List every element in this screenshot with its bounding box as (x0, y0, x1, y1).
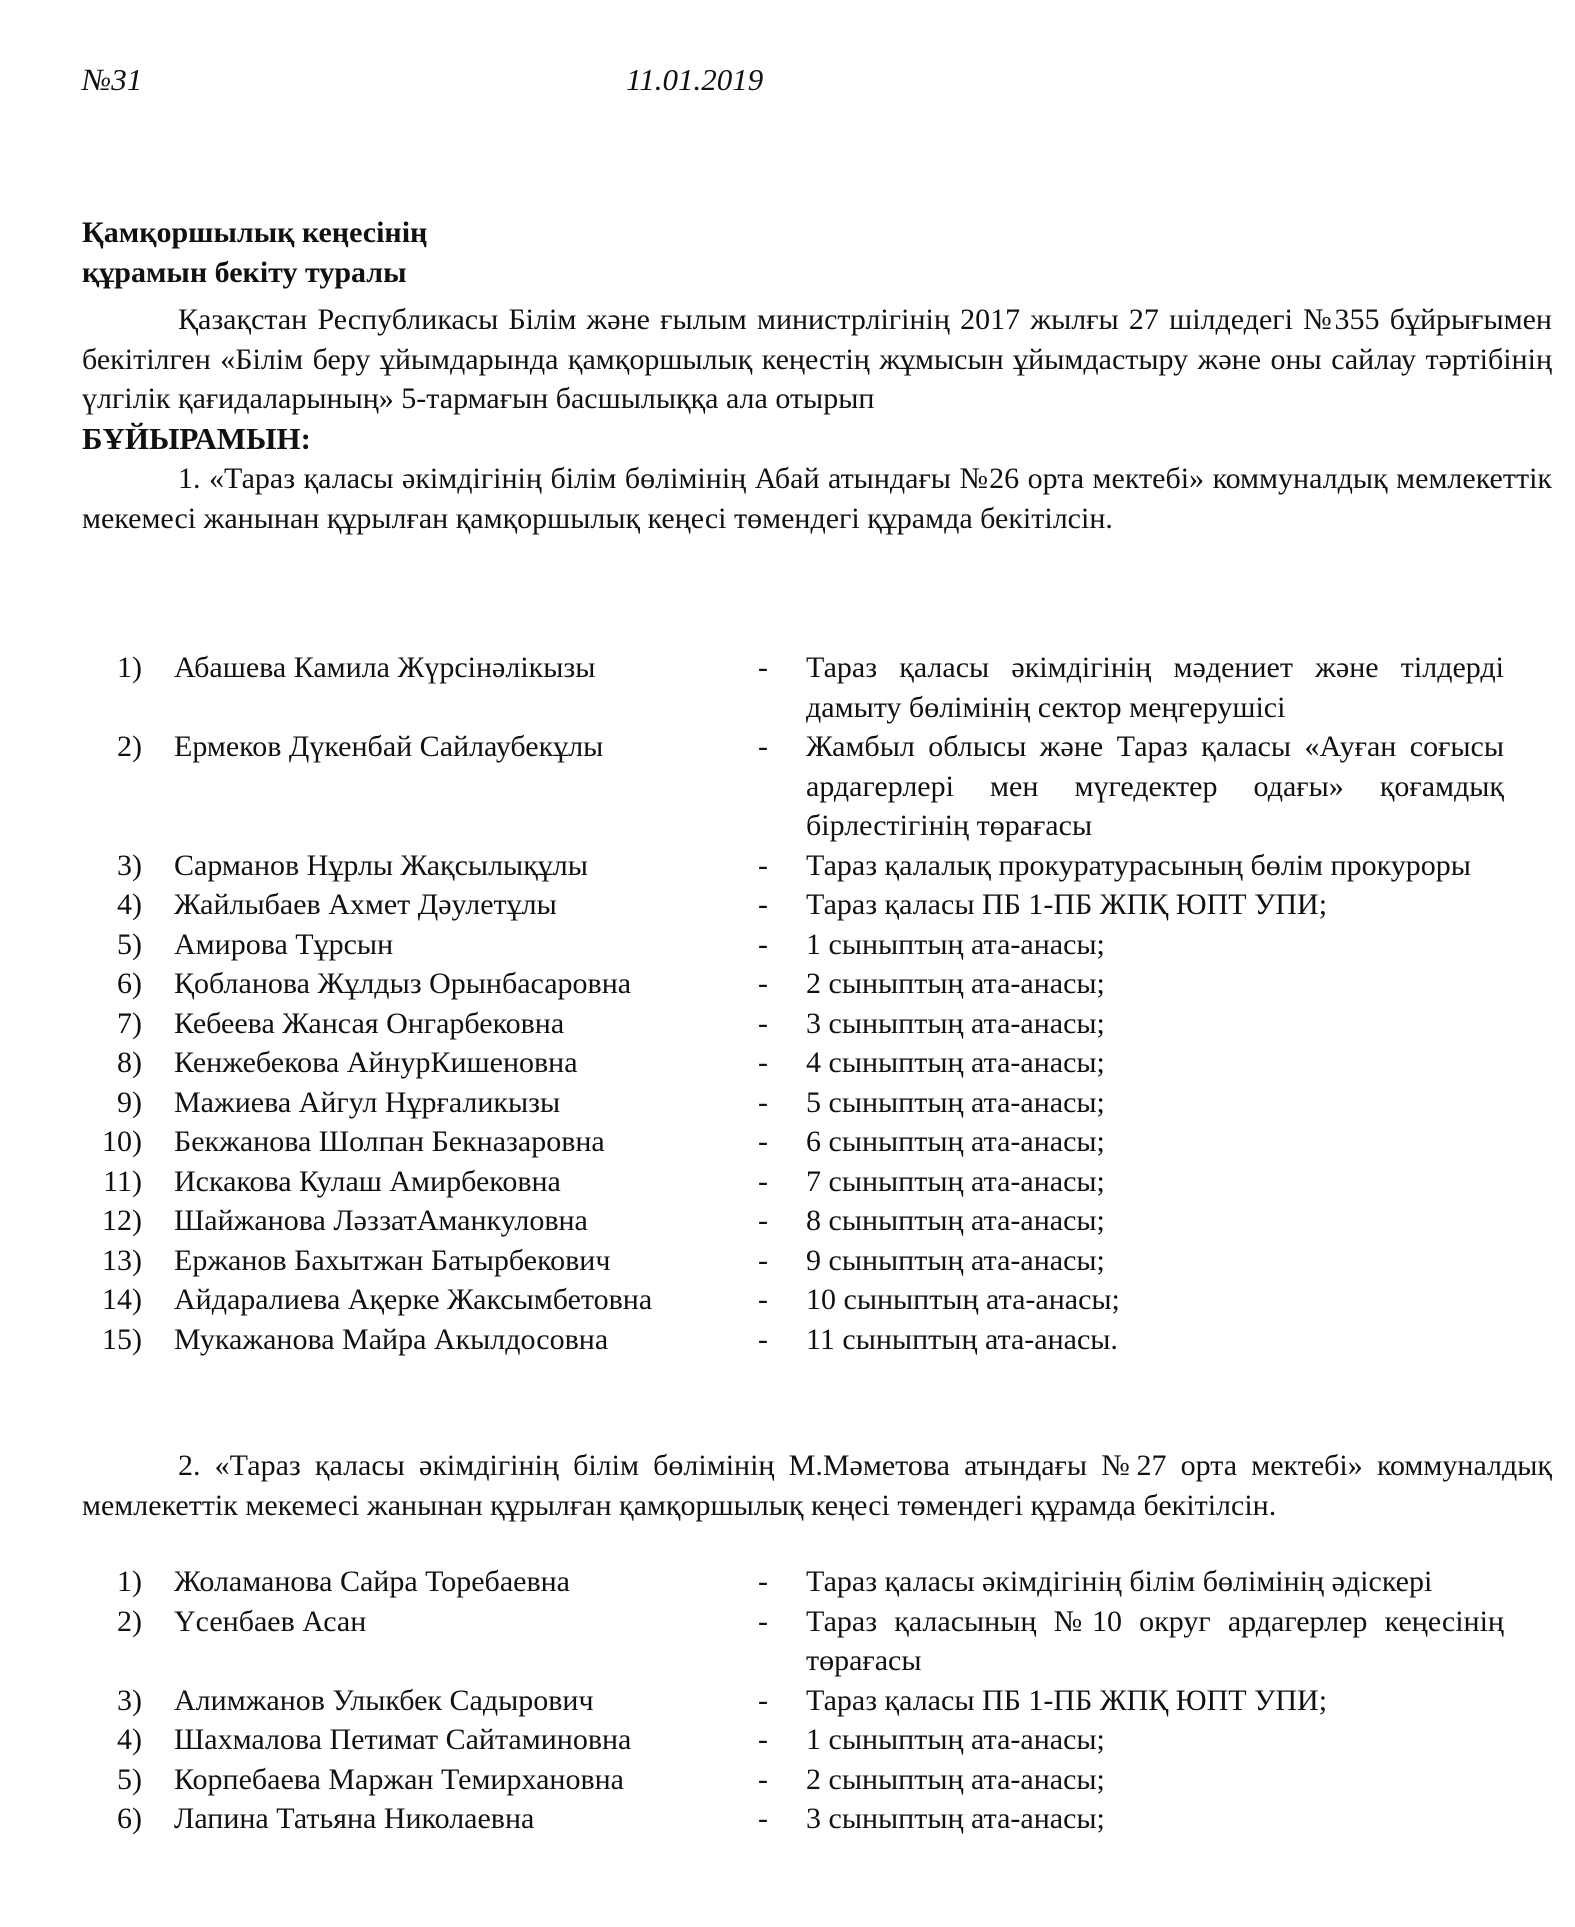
preamble-text: Қазақстан Республикасы Білім және ғылым министрлігінің 2017 жылғы 27 шілдедегі №355 бұйрығымен бекітілген «Білім беру ұйымдарында қамқоршылық кеңестің жұмысын ұйымдастыру және оны сайлау тәртібінің үлгілік қағидаларының» 5-тармағын басшылыққа ала отырып (82, 303, 1552, 415)
member-number: 6) (117, 967, 142, 1000)
member-role: 2 сыныптың ата-анасы; (806, 1762, 1105, 1796)
member-dash: - (758, 1723, 768, 1756)
member-name: Шайжанова ЛәззатАманкуловна (174, 1204, 588, 1237)
member-number: 3) (117, 848, 142, 882)
member-dash: - (758, 1283, 768, 1316)
member-role: 9 сыныптың ата-анасы; (806, 1243, 1105, 1277)
member-number: 5) (117, 927, 142, 961)
member-name: Искакова Кулаш Амирбековна (174, 1164, 561, 1198)
member-dash: - (758, 888, 768, 921)
member-row (82, 1562, 1552, 1602)
member-role: 1 сыныптың ата-анасы; (806, 927, 1105, 961)
member-row (82, 1122, 1552, 1162)
member-row (82, 1201, 1552, 1241)
member-number: 10) (102, 1125, 142, 1158)
member-role: Тараз қаласы әкімдігінің білім бөлімінің әдіскері (806, 1565, 1433, 1598)
member-name: Ержанов Бахытжан Батырбекович (174, 1243, 611, 1277)
member-number: 9) (117, 1085, 142, 1119)
member-role: Тараз қалалық прокуратурасының бөлім прокуроры (806, 848, 1471, 882)
member-row (82, 1720, 1552, 1760)
member-name: Шахмалова Петимат Сайтаминовна (174, 1723, 632, 1756)
member-number: 5) (117, 1762, 142, 1796)
member-role: 5 сыныптың ата-анасы; (806, 1085, 1105, 1119)
member-number: 1) (117, 651, 142, 684)
section-2-member-list (82, 1562, 1552, 1839)
member-dash: - (758, 651, 768, 684)
member-role: 10 сыныптың ата-анасы; (806, 1283, 1120, 1316)
member-dash: - (758, 1046, 768, 1079)
member-row (82, 1043, 1552, 1083)
preamble-block (82, 300, 1552, 458)
member-dash: - (758, 730, 768, 763)
member-name: Абашева Камила Жүрсінәлікызы (174, 651, 596, 684)
member-number: 8) (117, 1046, 142, 1079)
member-row (82, 1280, 1552, 1320)
member-name: Алимжанов Улыкбек Садырович (174, 1683, 594, 1717)
member-row (82, 1799, 1552, 1839)
member-name: Айдаралиева Ақерке Жаксымбетовна (174, 1283, 653, 1316)
member-number: 2) (117, 730, 142, 763)
member-role: 1 сыныптың ата-анасы; (806, 1723, 1105, 1756)
member-role: 3 сыныптың ата-анасы; (806, 1802, 1105, 1835)
member-number: 3) (117, 1683, 142, 1717)
order-date: 11.01.2019 (626, 62, 764, 97)
member-dash: - (758, 1125, 768, 1158)
member-dash: - (758, 1322, 768, 1356)
member-dash: - (758, 1762, 768, 1796)
member-row (82, 727, 1552, 846)
member-number: 6) (117, 1802, 142, 1835)
order-word: БҰЙЫРАМЫН: (82, 420, 311, 456)
member-role: 11 сыныптың ата-анасы. (806, 1322, 1118, 1356)
member-role: Тараз қаласы ПБ 1-ПБ ЖПҚ ЮПТ УПИ; (806, 888, 1328, 921)
member-number: 1) (117, 1565, 142, 1598)
member-name: Сарманов Нұрлы Жақсылықұлы (174, 848, 588, 882)
member-name: Қобланова Жұлдыз Орынбасаровна (174, 967, 632, 1000)
member-name: Амирова Тұрсын (174, 927, 394, 961)
section-1-member-list (82, 648, 1552, 1359)
member-row (82, 1083, 1552, 1123)
member-number: 14) (102, 1283, 142, 1316)
member-name: Кебеева Жансая Онгарбековна (174, 1006, 565, 1040)
member-role: 7 сыныптың ата-анасы; (806, 1164, 1105, 1198)
member-row (82, 1004, 1552, 1044)
member-row (82, 925, 1552, 965)
member-role: Тараз қаласының №10 округ ардагерлер кеңесінің төрағасы (806, 1604, 1504, 1677)
member-dash: - (758, 967, 768, 1000)
member-row (82, 1320, 1552, 1360)
member-name: Үсенбаев Асан (174, 1604, 367, 1638)
member-role: Тараз қаласы әкімдігінің мәдениет және тілдерді дамыту бөлімінің сектор меңгерушісі (806, 651, 1504, 724)
member-role: Жамбыл облысы және Тараз қаласы «Ауған соғысы ардагерлері мен мүгедектер одағы» қоғамдық бірлестігінің төрағасы (806, 730, 1504, 842)
member-role: 3 сыныптың ата-анасы; (806, 1006, 1105, 1040)
member-role: 6 сыныптың ата-анасы; (806, 1125, 1105, 1158)
member-dash: - (758, 1085, 768, 1119)
member-name: Корпебаева Маржан Темирхановна (174, 1762, 624, 1796)
member-number: 7) (117, 1006, 142, 1040)
member-row (82, 964, 1552, 1004)
member-name: Бекжанова Шолпан Бекназаровна (174, 1125, 605, 1158)
member-dash: - (758, 927, 768, 961)
member-role: 8 сыныптың ата-анасы; (806, 1204, 1105, 1237)
section-1-text: 1. «Тараз қаласы әкімдігінің білім бөлімінің Абай атындағы №26 орта мектебі» коммуналдық мемлекеттік мекемесі жанынан құрылған қамқоршылық кеңесі төмендегі құрамда бекітілсін. (82, 462, 1552, 535)
section-2-text-block (82, 1446, 1552, 1525)
member-row (82, 1241, 1552, 1281)
member-role: 4 сыныптың ата-анасы; (806, 1046, 1105, 1079)
member-dash: - (758, 848, 768, 882)
member-row (82, 1760, 1552, 1800)
member-role: 2 сыныптың ата-анасы; (806, 967, 1105, 1000)
section-1-text-block (82, 459, 1552, 538)
member-number: 4) (117, 1723, 142, 1756)
member-row (82, 648, 1552, 727)
member-number: 2) (117, 1604, 142, 1638)
member-dash: - (758, 1802, 768, 1835)
member-dash: - (758, 1164, 768, 1198)
member-number: 12) (102, 1204, 142, 1237)
title-line-1: Қамқоршылық кеңесінің (82, 216, 428, 249)
member-name: Жайлыбаев Ахмет Дәулетұлы (174, 888, 557, 921)
document-title (82, 213, 427, 293)
member-number: 4) (117, 888, 142, 921)
member-dash: - (758, 1243, 768, 1277)
title-line-2: құрамын бекіту туралы (82, 256, 407, 289)
order-number: №31 (82, 62, 143, 97)
member-name: Мукажанова Майра Акылдосовна (174, 1322, 609, 1356)
member-row (82, 1681, 1552, 1721)
member-row (82, 885, 1552, 925)
member-dash: - (758, 1565, 768, 1598)
member-dash: - (758, 1204, 768, 1237)
member-name: Мажиева Айгул Нұрғаликызы (174, 1085, 561, 1119)
section-2-text: 2. «Тараз қаласы әкімдігінің білім бөлімінің М.Мәметова атындағы №27 орта мектебі» коммуналдық мемлекеттік мекемесі жанынан құрылған қамқоршылық кеңесі төмендегі құрамда бекітілсін. (82, 1449, 1552, 1522)
member-name: Кенжебекова АйнурКишеновна (174, 1046, 578, 1079)
member-name: Ермеков Дүкенбай Сайлаубекұлы (174, 730, 604, 763)
member-number: 11) (103, 1164, 142, 1198)
member-dash: - (758, 1683, 768, 1717)
member-row (82, 1162, 1552, 1202)
member-row (82, 846, 1552, 886)
member-dash: - (758, 1604, 768, 1638)
member-name: Лапина Татьяна Николаевна (174, 1802, 535, 1835)
member-row (82, 1602, 1552, 1681)
member-number: 15) (102, 1322, 142, 1356)
member-role: Тараз қаласы ПБ 1-ПБ ЖПҚ ЮПТ УПИ; (806, 1683, 1328, 1717)
member-number: 13) (102, 1243, 142, 1277)
member-name: Жоламанова Сайра Торебаевна (174, 1565, 570, 1598)
member-dash: - (758, 1006, 768, 1040)
